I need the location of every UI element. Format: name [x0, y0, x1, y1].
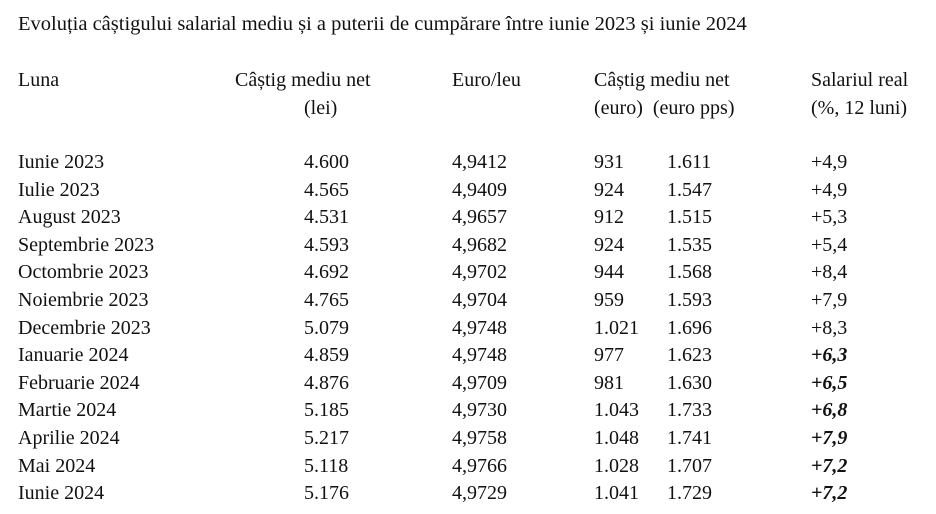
cell-net-lei: 4.876 [304, 371, 349, 394]
header-net-lei [235, 70, 371, 118]
header-real-wage-line1: Salariul real [811, 69, 909, 91]
cell-euro-leu: 4,9702 [452, 261, 507, 284]
cell-net-euro-pps: 1.611 [667, 151, 712, 173]
cell-euro-leu: 4,9758 [452, 426, 507, 449]
cell-net-lei: 4.765 [304, 288, 349, 311]
table-row [0, 400, 936, 428]
cell-real-wage: +7,9 [811, 288, 848, 311]
header-net-lei-line2: (lei) [304, 97, 338, 119]
cell-month: Octombrie 2023 [18, 261, 149, 284]
cell-month: Iulie 2023 [18, 178, 100, 201]
cell-net-lei: 4.600 [304, 151, 349, 173]
cell-month: Aprilie 2024 [18, 426, 120, 449]
header-net-euro [594, 70, 735, 118]
cell-euro-leu: 4,9766 [452, 454, 507, 477]
cell-net-euro: 944 [594, 261, 624, 284]
table-row [0, 290, 936, 318]
cell-euro-leu: 4,9657 [452, 206, 507, 229]
table-row [0, 180, 936, 208]
table-row [0, 262, 936, 290]
cell-real-wage: +5,4 [811, 233, 848, 256]
cell-net-euro-pps: 1.593 [667, 288, 712, 311]
table-row [0, 456, 936, 484]
document-title: Evoluția câștigului salarial mediu și a puterii de cumpărare între iunie 2023 și iunie 2024 [18, 13, 747, 35]
table-row [0, 483, 936, 511]
header-net-euro-line1: Câștig mediu net [594, 69, 730, 91]
cell-euro-leu: 4,9730 [452, 399, 507, 422]
cell-net-euro-pps: 1.547 [667, 178, 712, 201]
cell-month: Iunie 2024 [18, 482, 105, 505]
header-real-wage [811, 70, 908, 118]
cell-net-euro-pps: 1.630 [667, 371, 712, 394]
cell-net-euro: 1.043 [594, 399, 639, 422]
cell-month: Februarie 2024 [18, 371, 140, 394]
cell-net-lei: 4.593 [304, 233, 349, 256]
cell-month: Noiembrie 2023 [18, 288, 149, 311]
cell-real-wage: +4,9 [811, 178, 848, 201]
cell-net-euro-pps: 1.707 [667, 454, 712, 477]
cell-net-euro: 924 [594, 178, 624, 201]
cell-month: August 2023 [18, 206, 121, 229]
cell-net-lei: 4.565 [304, 178, 349, 201]
table-row [0, 318, 936, 346]
table-row [0, 152, 936, 180]
cell-month: Septembrie 2023 [18, 233, 155, 256]
cell-net-euro: 977 [594, 344, 624, 367]
table-row [0, 373, 936, 401]
cell-euro-leu: 4,9729 [452, 482, 507, 505]
cell-euro-leu: 4,9748 [452, 316, 507, 339]
cell-euro-leu: 4,9412 [452, 151, 507, 173]
cell-euro-leu: 4,9409 [452, 178, 507, 201]
cell-real-wage: +6,8 [811, 399, 848, 422]
cell-net-lei: 5.176 [304, 482, 349, 505]
cell-month: Martie 2024 [18, 399, 117, 422]
cell-real-wage: +4,9 [811, 151, 848, 173]
cell-net-euro: 924 [594, 233, 624, 256]
cell-month: Decembrie 2023 [18, 316, 151, 339]
header-euro-leu: Euro/leu [452, 69, 521, 91]
cell-net-lei: 4.692 [304, 261, 349, 284]
header-month: Luna [18, 69, 60, 91]
cell-net-lei: 5.079 [304, 316, 349, 339]
table-row [0, 345, 936, 373]
cell-net-euro: 912 [594, 206, 624, 229]
cell-real-wage: +5,3 [811, 206, 848, 229]
cell-net-euro: 1.048 [594, 426, 639, 449]
table-row [0, 235, 936, 263]
cell-net-lei: 5.185 [304, 399, 349, 422]
table-row [0, 428, 936, 456]
cell-euro-leu: 4,9682 [452, 233, 507, 256]
cell-net-euro: 1.021 [594, 316, 639, 339]
cell-net-lei: 4.859 [304, 344, 349, 367]
cell-net-euro-pps: 1.696 [667, 316, 712, 339]
cell-month: Mai 2024 [18, 454, 96, 477]
cell-real-wage: +7,2 [811, 454, 848, 477]
data-table-body [0, 152, 936, 511]
cell-real-wage: +8,4 [811, 261, 848, 284]
cell-real-wage: +7,2 [811, 482, 848, 505]
cell-month: Ianuarie 2024 [18, 344, 129, 367]
cell-real-wage: +8,3 [811, 316, 848, 339]
cell-euro-leu: 4,9709 [452, 371, 507, 394]
cell-net-euro: 931 [594, 151, 624, 173]
cell-real-wage: +6,3 [811, 344, 848, 367]
table-row [0, 207, 936, 235]
cell-month: Iunie 2023 [18, 151, 105, 173]
cell-net-euro: 959 [594, 288, 624, 311]
cell-euro-leu: 4,9704 [452, 288, 507, 311]
cell-net-euro-pps: 1.729 [667, 482, 712, 505]
cell-net-euro-pps: 1.741 [667, 426, 712, 449]
cell-net-euro: 1.041 [594, 482, 639, 505]
cell-net-euro-pps: 1.535 [667, 233, 712, 256]
cell-net-lei: 4.531 [304, 206, 349, 229]
header-net-lei-line1: Câștig mediu net [235, 69, 371, 91]
header-real-wage-line2: (%, 12 luni) [811, 97, 908, 119]
cell-net-lei: 5.217 [304, 426, 349, 449]
cell-net-euro: 981 [594, 371, 624, 394]
cell-net-lei: 5.118 [304, 454, 349, 477]
cell-real-wage: +6,5 [811, 371, 848, 394]
cell-net-euro-pps: 1.733 [667, 399, 712, 422]
cell-net-euro: 1.028 [594, 454, 639, 477]
cell-real-wage: +7,9 [811, 426, 848, 449]
cell-net-euro-pps: 1.568 [667, 261, 712, 284]
header-net-euro-line2: (euro) (euro pps) [594, 97, 735, 119]
cell-net-euro-pps: 1.623 [667, 344, 712, 367]
cell-net-euro-pps: 1.515 [667, 206, 712, 229]
cell-euro-leu: 4,9748 [452, 344, 507, 367]
